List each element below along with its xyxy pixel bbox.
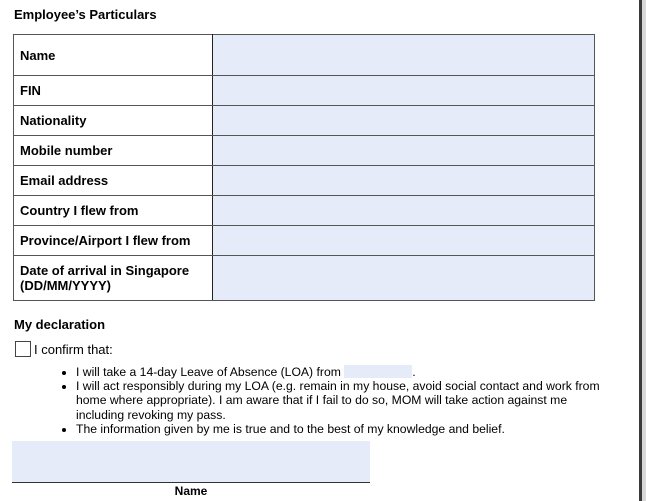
mobile-number-input[interactable]: [213, 143, 594, 158]
mobile-field-cell: [213, 136, 595, 166]
declaration-list: [58, 365, 616, 436]
province-airport-input[interactable]: [213, 233, 594, 248]
declaration-title: My declaration: [14, 317, 106, 332]
name-input[interactable]: [213, 47, 594, 62]
email-address-input[interactable]: [213, 173, 594, 188]
table-row-mobile: [14, 136, 595, 166]
table-row-nationality: [14, 106, 595, 136]
loa-start-date-field[interactable]: [344, 365, 412, 378]
fin-input[interactable]: [213, 83, 594, 98]
table-row-fin: [14, 76, 595, 106]
confirm-checkbox[interactable]: [15, 341, 31, 357]
nationality-input[interactable]: [213, 113, 594, 128]
list-item: • I will act responsibly during my LOA (e.g. remain in my house, avoid social contact and work from home where appropriate). I am aware that if I fail to do so, MOM will take action against me including revoking my pass.: [76, 379, 616, 422]
nationality-field-cell: [213, 106, 595, 136]
list-item: [76, 365, 616, 379]
country-field-cell: [213, 196, 595, 226]
table-row-province: [14, 226, 595, 256]
country-flew-from-input[interactable]: [213, 203, 594, 218]
email-address-label: Email address: [14, 166, 213, 196]
table-row-arrival-date: [14, 256, 595, 301]
confirm-label: I confirm that:: [34, 341, 113, 357]
fin-field-cell: [213, 76, 595, 106]
table-row-name: [14, 35, 595, 76]
signature-line: [12, 482, 370, 483]
email-field-cell: [213, 166, 595, 196]
page-edge-shadow: [642, 0, 646, 501]
loa-statement: I will take a 14-day Leave of Absence (LOA) from: [76, 365, 341, 379]
nationality-label: Nationality: [14, 106, 213, 136]
signature-caption: Name: [174, 484, 208, 498]
loa-statement-end: .: [412, 365, 416, 379]
table-row-country: [14, 196, 595, 226]
country-flew-from-label: Country I flew from: [14, 196, 213, 226]
fin-label: FIN: [14, 76, 213, 106]
name-label: Name: [14, 35, 213, 76]
province-airport-label: Province/Airport I flew from: [14, 226, 213, 256]
confirm-row: [15, 340, 113, 358]
arrival-date-input[interactable]: [213, 270, 594, 285]
employee-particulars-table: [13, 34, 595, 301]
arrival-date-label: Date of arrival in Singapore (DD/MM/YYYY): [14, 256, 213, 301]
arrival-date-field-cell: [213, 256, 595, 301]
name-field-cell: [213, 35, 595, 76]
mobile-number-label: Mobile number: [14, 136, 213, 166]
list-item: • The information given by me is true and to the best of my knowledge and belief.: [76, 422, 616, 436]
province-field-cell: [213, 226, 595, 256]
signature-name-input[interactable]: [12, 441, 370, 482]
employee-particulars-title: Employee’s Particulars: [14, 7, 157, 22]
table-row-email: [14, 166, 595, 196]
